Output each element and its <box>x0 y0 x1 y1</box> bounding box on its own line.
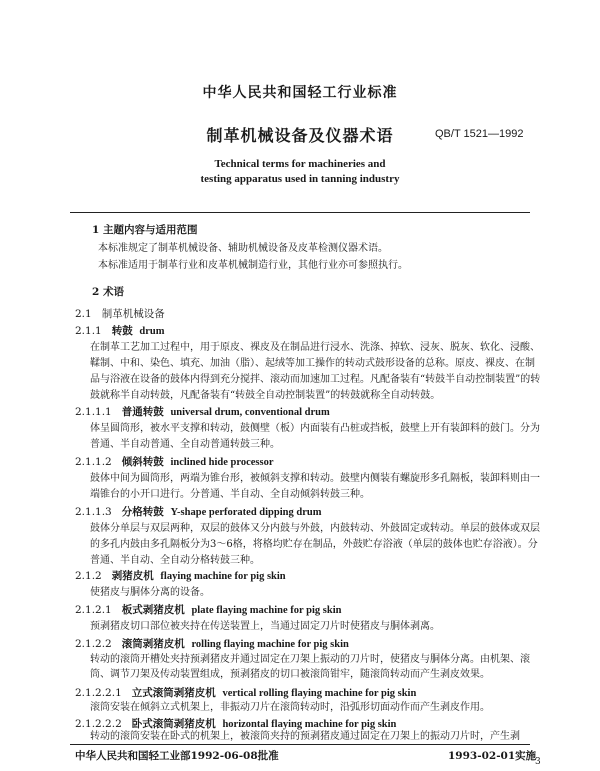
term-zh: 普通转鼓 <box>121 406 164 418</box>
page-number: 3 <box>535 757 541 767</box>
term-2-1-2-2-1-body: 滚筒安装在倾斜立式机架上，非振动刀片在滚筒转动时，沿弧形切面动作而产生剥皮作用。 <box>90 702 490 713</box>
term-2-1-2-1 <box>75 602 341 617</box>
term-zh: 制革机械设备 <box>101 308 165 320</box>
term-zh: 板式剥猪皮机 <box>121 604 185 616</box>
english-title-line1: Technical terms for machineries and <box>214 158 386 170</box>
term-number: 2.1.1.2 <box>75 456 112 468</box>
term-en: inclined hide processor <box>170 457 274 468</box>
term-2-1-1-2 <box>75 454 274 469</box>
approval-date: 中华人民共和国轻工业部1992-06-08批准 <box>75 750 279 762</box>
english-title-line2: testing apparatus used in tanning industry <box>200 173 400 185</box>
term-en: universal drum, conventional drum <box>170 407 330 418</box>
header-rule <box>70 212 530 213</box>
term-2-1-1-1-body: 体呈圆筒形，被水平支撑和转动，鼓侧壁（板）内面装有凸桩或挡板，鼓壁上开有装卸料的鼓门。分为普通、半自动普通、全自动普通转鼓三种。 <box>90 423 540 450</box>
term-number: 2.1 <box>75 308 92 320</box>
term-2-1-1 <box>75 323 165 338</box>
term-number: 2.1.1 <box>75 325 102 337</box>
term-number: 2.1.2.2.2 <box>75 718 122 730</box>
section-2-heading: 2 术语 <box>92 286 124 298</box>
issuing-organization: 中华人民共和国轻工行业标准 <box>202 85 398 101</box>
term-2-1-1-3 <box>75 504 321 519</box>
term-en: rolling flaying machine for pig skin <box>191 639 349 650</box>
term-number: 2.1.2.2 <box>75 638 112 650</box>
term-en: Y-shape perforated dipping drum <box>170 507 322 518</box>
term-number: 2.1.2.2.1 <box>75 687 122 699</box>
section-1-paragraph-2: 本标准适用于制革行业和皮革机械制造行业，其他行业亦可参照执行。 <box>98 260 408 271</box>
standard-code: QB/T 1521—1992 <box>435 128 524 140</box>
term-2-1-1-1 <box>75 404 330 419</box>
term-2-1-2-2 <box>75 636 349 651</box>
term-en: plate flaying machine for pig skin <box>191 605 342 616</box>
term-2-1-2-1-body: 预剥猪皮切口部位被夹持在传送装置上，当通过固定刀片时使猪皮与胴体剥离。 <box>90 621 440 632</box>
term-zh: 倾斜转鼓 <box>121 456 164 468</box>
document-title: 制革机械设备及仪器术语 <box>206 126 394 145</box>
term-en: horizontal flaying machine for pig skin <box>222 719 397 730</box>
term-2-1-2-2-2 <box>75 716 396 731</box>
term-zh: 滚筒剥猪皮机 <box>121 638 185 650</box>
term-2-1 <box>75 306 165 321</box>
section-1-heading: 1 主题内容与适用范围 <box>92 224 198 236</box>
term-number: 2.1.1.1 <box>75 406 112 418</box>
term-2-1-1-3-body: 鼓体分单层与双层两种，双层的鼓体又分内鼓与外鼓，内鼓转动、外鼓固定或转动。单层的鼓体或双层的多孔内鼓由多孔隔板分为3～6格，将格均贮存在制品，外鼓贮存浴液（单层的鼓体也贮存浴液）。分普通、半自动、全自动分格转鼓三种。 <box>90 523 540 566</box>
term-number: 2.1.2.1 <box>75 604 112 616</box>
term-en: vertical rolling flaying machine for pig skin <box>222 688 417 699</box>
term-number: 2.1.1.3 <box>75 506 112 518</box>
term-2-1-1-body: 在制革工艺加工过程中，用于原皮、裸皮及在制品进行浸水、洗涤、掉软、浸灰、脱灰、软化、浸酸、鞣制、中和、染色、填充、加油（脂）、起绒等加工操作的转动式鼓形设备的总称。原皮、裸皮、在制品与浴液在设备的鼓体内得到充分搅拌、滚动而加速加工过程。凡配备装有“转鼓半自动控制装置”的转鼓就称半自动转鼓，凡配备装有“转鼓全自动控制装置”的转鼓就称全自动转鼓。 <box>90 342 541 401</box>
implementation-date: 1993-02-01实施 <box>448 750 537 762</box>
term-2-1-2 <box>75 568 286 583</box>
term-zh: 转鼓 <box>111 325 133 337</box>
term-zh: 立式滚筒剥猪皮机 <box>131 687 216 699</box>
term-number: 2.1.2 <box>75 570 102 582</box>
term-2-1-1-2-body: 鼓体中间为圆筒形，两端为锥台形，被倾斜支撑和转动。鼓壁内侧装有螺旋形多孔隔板，装卸料则由一端锥台的小开口进行。分普通、半自动、全自动倾斜转鼓三种。 <box>90 473 540 500</box>
term-2-1-2-2-body: 转动的滚筒开槽处夹持预剥猪皮并通过固定在刀架上振动的刀片时，使猪皮与胴体分离。由机架、滚筒、调节刀架及传动装置组成，预剥猪皮的切口被滚筒钳牢，随滚筒转动而产生剥皮效果。 <box>90 654 530 680</box>
term-zh: 卧式滚筒剥猪皮机 <box>131 718 216 730</box>
section-1-paragraph-1: 本标准规定了制革机械设备、辅助机械设备及皮革检测仪器术语。 <box>98 243 388 254</box>
term-en: drum <box>139 326 165 337</box>
term-zh: 分格转鼓 <box>121 506 164 518</box>
term-2-1-2-body: 使猪皮与胴体分离的设备。 <box>90 587 210 598</box>
term-2-1-2-2-2-body: 转动的滚筒安装在卧式的机架上，被滚筒夹持的预剥猪皮通过固定在刀架上的振动刀片时，产生剥 <box>90 731 520 742</box>
term-en: flaying machine for pig skin <box>160 571 286 582</box>
term-zh: 剥猪皮机 <box>111 570 154 582</box>
footer-rule <box>70 744 530 745</box>
term-2-1-2-2-1 <box>75 685 416 700</box>
